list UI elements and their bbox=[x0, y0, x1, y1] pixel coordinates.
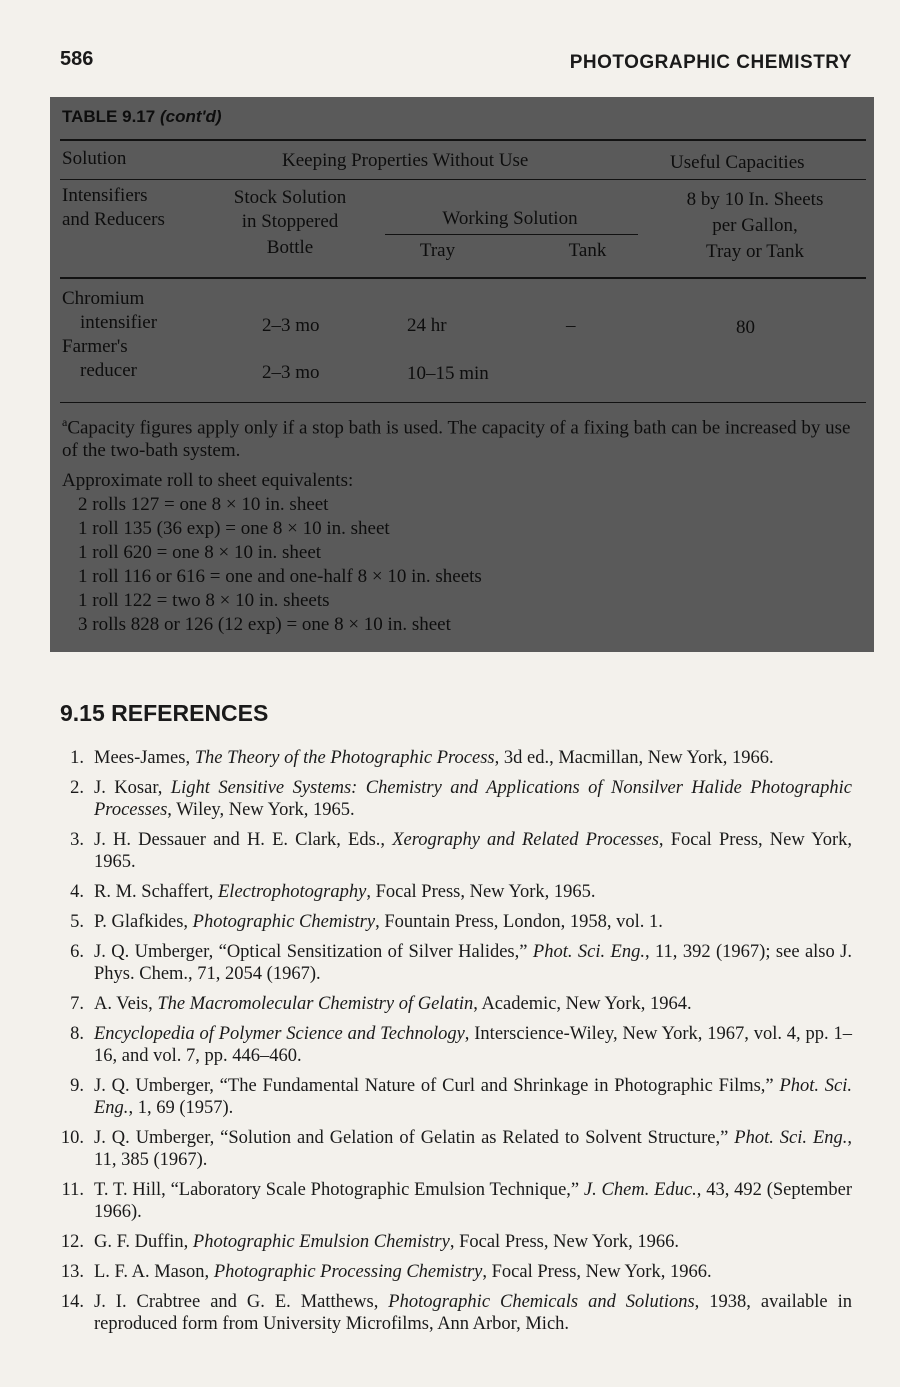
footnote-marker: a bbox=[62, 415, 68, 429]
reference-authors: J. Kosar, bbox=[94, 778, 171, 798]
reference-details: , Interscience-Wiley, New York, 1967, vol. 4, pp. 1–16, and vol. 7, pp. 446–460. bbox=[94, 1024, 852, 1066]
reference-details: , Focal Press, New York, 1966. bbox=[449, 1232, 680, 1252]
reference-details: , Focal Press, New York, 1965. bbox=[94, 830, 852, 872]
reference-authors: J. I. Crabtree and G. E. Matthews, bbox=[94, 1292, 389, 1312]
reference-item bbox=[60, 911, 852, 933]
reference-details: , Fountain Press, London, 1958, vol. 1. bbox=[375, 912, 663, 932]
reference-item bbox=[60, 1075, 852, 1119]
row1-stock: 2–3 mo bbox=[262, 315, 320, 336]
table-title-text: TABLE 9.17 bbox=[62, 107, 156, 126]
reference-title: J. Chem. Educ. bbox=[583, 1180, 697, 1200]
reference-number: 4. bbox=[70, 882, 84, 902]
table-panel bbox=[50, 97, 874, 652]
reference-item bbox=[60, 1023, 852, 1067]
equiv-line: 1 roll 122 = two 8 × 10 in. sheets bbox=[78, 590, 330, 611]
reference-details: , Wiley, New York, 1965. bbox=[167, 800, 355, 820]
running-head: PHOTOGRAPHIC CHEMISTRY bbox=[569, 52, 852, 73]
equiv-line: 3 rolls 828 or 126 (12 exp) = one 8 × 10 in. sheet bbox=[78, 614, 451, 635]
subheader-tray: Tray bbox=[419, 240, 456, 261]
reference-title: Phot. Sci. Eng. bbox=[734, 1128, 848, 1148]
reference-item bbox=[60, 1179, 852, 1223]
table-rule-header bbox=[60, 179, 866, 180]
reference-number: 7. bbox=[70, 994, 84, 1014]
reference-authors: J. H. Dessauer and H. E. Clark, Eds., bbox=[94, 830, 393, 850]
page-number: 586 bbox=[60, 48, 94, 70]
subheader-tank: Tank bbox=[568, 240, 607, 261]
table-rule-bottom bbox=[60, 402, 866, 403]
reference-number: 10. bbox=[60, 1128, 84, 1148]
row2-name-1: Farmer's bbox=[62, 336, 128, 357]
reference-number: 11. bbox=[61, 1180, 84, 1200]
reference-item bbox=[60, 829, 852, 873]
subheader-group-1: Intensifiers bbox=[62, 185, 148, 206]
equiv-title: Approximate roll to sheet equivalents: bbox=[62, 470, 354, 491]
reference-number: 6. bbox=[70, 942, 84, 962]
reference-title: Photographic Processing Chemistry bbox=[213, 1262, 483, 1282]
reference-authors: P. Glafkides, bbox=[94, 912, 193, 932]
equiv-line: 1 roll 135 (36 exp) = one 8 × 10 in. sheet bbox=[78, 518, 390, 539]
table-title-suffix: (cont'd) bbox=[159, 107, 222, 126]
header-solution: Solution bbox=[62, 148, 127, 169]
reference-title: Photographic Chemicals and Solutions bbox=[388, 1292, 695, 1312]
reference-number: 8. bbox=[70, 1024, 84, 1044]
reference-details: , 1, 69 (1957). bbox=[128, 1098, 234, 1118]
reference-number: 14. bbox=[60, 1292, 84, 1312]
reference-title: Encyclopedia of Polymer Science and Technology bbox=[94, 1024, 465, 1044]
row1-name-2: intensifier bbox=[80, 312, 158, 333]
reference-details: , Focal Press, New York, 1966. bbox=[482, 1262, 712, 1282]
reference-details: , 11, 385 (1967). bbox=[94, 1128, 853, 1170]
subheader-cap-3: Tray or Tank bbox=[706, 241, 804, 262]
reference-authors: Mees-James, bbox=[94, 748, 195, 768]
reference-number: 12. bbox=[60, 1232, 84, 1252]
reference-title: The Theory of the Photographic Process bbox=[194, 748, 495, 768]
row2-tray: 10–15 min bbox=[407, 363, 489, 384]
reference-details: , 43, 492 (September 1966). bbox=[94, 1180, 852, 1222]
subheader-group-2: and Reducers bbox=[62, 209, 165, 230]
table-rule-top bbox=[60, 139, 866, 141]
equiv-line: 2 rolls 127 = one 8 × 10 in. sheet bbox=[78, 494, 329, 515]
reference-details: , 3d ed., Macmillan, New York, 1966. bbox=[494, 748, 774, 768]
reference-authors: R. M. Schaffert, bbox=[94, 882, 218, 902]
row1-capacity: 80 bbox=[736, 317, 755, 338]
equiv-line: 1 roll 116 or 616 = one and one-half 8 × 10 in. sheets bbox=[78, 566, 482, 587]
reference-title: Electrophotography bbox=[218, 882, 367, 902]
reference-item bbox=[60, 941, 852, 985]
reference-details: , 1938, available in reproduced form from University Microfilms, Ann Arbor, Mich. bbox=[94, 1292, 852, 1334]
reference-authors: J. Q. Umberger, “The Fundamental Nature of Curl and Shrinkage in Photographic Films,” bbox=[94, 1076, 780, 1096]
reference-number: 1. bbox=[70, 748, 84, 768]
subheader-cap-2: per Gallon, bbox=[712, 215, 798, 236]
row1-name-1: Chromium bbox=[62, 288, 145, 309]
subheader-working: Working Solution bbox=[442, 208, 578, 229]
reference-item bbox=[60, 881, 852, 903]
reference-item bbox=[60, 777, 852, 821]
reference-title: Phot. Sci. Eng. bbox=[94, 1076, 853, 1118]
reference-item bbox=[60, 1231, 852, 1253]
reference-item bbox=[60, 1261, 852, 1283]
reference-details: , Focal Press, New York, 1965. bbox=[366, 882, 596, 902]
header-keeping: Keeping Properties Without Use bbox=[282, 150, 529, 171]
reference-item bbox=[60, 1291, 852, 1335]
row2-stock: 2–3 mo bbox=[262, 362, 320, 383]
reference-title: Photographic Emulsion Chemistry bbox=[192, 1232, 450, 1252]
references-heading: 9.15 REFERENCES bbox=[60, 700, 269, 726]
reference-details: , Academic, New York, 1964. bbox=[473, 994, 692, 1014]
header-useful: Useful Capacities bbox=[670, 152, 805, 173]
subheader-stock-3: Bottle bbox=[266, 237, 314, 258]
working-underline bbox=[385, 234, 638, 235]
reference-title: Photographic Chemistry bbox=[192, 912, 376, 932]
row1-tank: – bbox=[566, 315, 576, 336]
reference-details: , 11, 392 (1967); see also J. Phys. Chem., 71, 2054 (1967). bbox=[94, 942, 852, 984]
subheader-stock-2: in Stoppered bbox=[241, 211, 339, 232]
row1-tray: 24 hr bbox=[407, 315, 447, 336]
reference-number: 3. bbox=[70, 830, 84, 850]
table-footnote bbox=[62, 411, 862, 462]
reference-number: 5. bbox=[70, 912, 84, 932]
reference-authors: T. T. Hill, “Laboratory Scale Photographic Emulsion Technique,” bbox=[94, 1180, 584, 1200]
reference-authors: L. F. A. Mason, bbox=[94, 1262, 214, 1282]
table-rule-body bbox=[60, 277, 866, 279]
subheader-stock-1: Stock Solution bbox=[233, 187, 347, 208]
reference-title: Xerography and Related Processes bbox=[392, 830, 659, 850]
reference-number: 2. bbox=[70, 778, 84, 798]
reference-item bbox=[60, 747, 852, 769]
reference-number: 13. bbox=[60, 1262, 84, 1282]
reference-item bbox=[60, 1127, 852, 1171]
row2-name-2: reducer bbox=[80, 360, 137, 381]
table-title bbox=[62, 107, 222, 127]
reference-title: Light Sensitive Systems: Chemistry and Applications of Nonsilver Halide Photographic Processes bbox=[94, 778, 852, 820]
footnote-text: Capacity figures apply only if a stop bath is used. The capacity of a fixing bath can be increased by use of the two-bath system. bbox=[62, 417, 851, 462]
reference-title: Phot. Sci. Eng. bbox=[532, 942, 645, 962]
reference-number: 9. bbox=[70, 1076, 84, 1096]
reference-title: The Macromolecular Chemistry of Gelatin bbox=[157, 994, 474, 1014]
reference-authors: J. Q. Umberger, “Solution and Gelation of Gelatin as Related to Solvent Structure,” bbox=[94, 1128, 735, 1148]
equiv-line: 1 roll 620 = one 8 × 10 in. sheet bbox=[78, 542, 322, 563]
reference-authors: G. F. Duffin, bbox=[94, 1232, 193, 1252]
references-list bbox=[60, 747, 852, 1343]
reference-item bbox=[60, 993, 852, 1015]
subheader-cap-1: 8 by 10 In. Sheets bbox=[686, 189, 824, 210]
reference-authors: J. Q. Umberger, “Optical Sensitization of Silver Halides,” bbox=[94, 942, 533, 962]
reference-authors: A. Veis, bbox=[94, 994, 158, 1014]
